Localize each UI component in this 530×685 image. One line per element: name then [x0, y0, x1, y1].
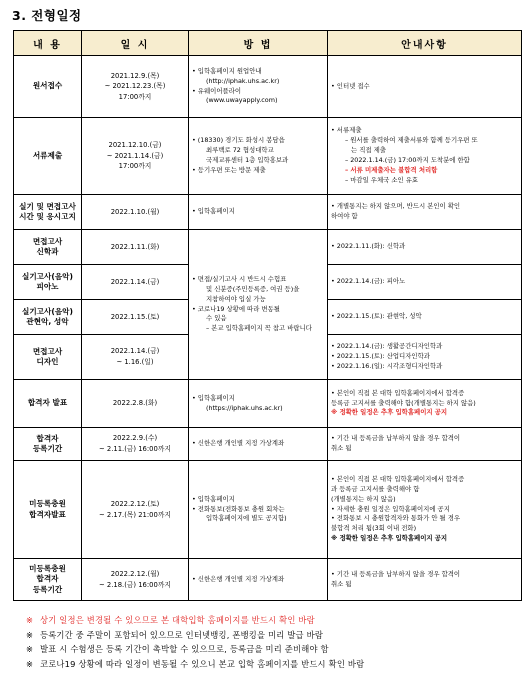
- row-guide: [328, 300, 522, 335]
- cell-line: 취소 됨: [331, 444, 352, 452]
- cell-line: 면접고사: [32, 346, 63, 356]
- note-item: [26, 628, 364, 643]
- note-item: [26, 657, 364, 672]
- row-date: [82, 380, 189, 428]
- row-guide: [328, 380, 522, 428]
- cell-line: 디자인: [36, 357, 59, 366]
- cell-line: – 서류 미제출자는 불합격 처리함: [345, 165, 438, 174]
- cell-line: • 입학홈페이지: [192, 393, 235, 402]
- row-guide: [328, 265, 522, 300]
- cell-line: • 자세한 충원 일정은 입학홈페이지에 공지: [331, 504, 450, 513]
- cell-line: 2021.12.9.(목): [110, 71, 160, 80]
- cell-line: • 2022.1.14.(금): 피아노: [331, 277, 406, 286]
- table-header-row: [14, 31, 522, 56]
- cell-line: 2022.2.12.(월): [110, 569, 160, 578]
- cell-line: – 마감일 우체국 소인 유효: [345, 175, 419, 184]
- cell-line: 서류제출: [32, 150, 63, 160]
- cell-line: – 본교 입학홈페이지 꼭 참고 바랍니다: [206, 324, 312, 333]
- row-label: [14, 118, 82, 195]
- header-content: 내 용: [14, 31, 82, 56]
- cell-line: • 본인이 직접 본 대학 입학홈페이지에서 합격증: [331, 474, 465, 483]
- cell-line: – 2022.1.14.(금) 17:00까지 도착분에 한함: [345, 156, 470, 164]
- cell-line: 합격자발표: [29, 509, 66, 519]
- table-row: [14, 559, 522, 601]
- cell-line: ~ 2021.1.14.(금): [106, 151, 164, 160]
- cell-line: 17:00까지: [118, 92, 152, 101]
- cell-line: • 본인이 직접 본 대학 입학홈페이지에서 합격증: [331, 388, 465, 397]
- row-label: [14, 461, 82, 559]
- cell-line: • 기간 내 등록금을 납부하지 않을 경우 합격이: [331, 434, 461, 443]
- row-label: [14, 559, 82, 601]
- row-method: [189, 56, 328, 118]
- cell-line: 2022.1.14.(금): [110, 347, 160, 356]
- cell-line: • 2022.1.11.(화): 신학과: [331, 242, 406, 251]
- row-date: [82, 265, 189, 300]
- cell-line: (www.uwayapply.com): [206, 96, 278, 105]
- cell-line: • 면접/실기고사 시 반드시 수험표: [192, 274, 287, 283]
- table-row: [14, 380, 522, 428]
- cell-line: 2022.2.12.(토): [110, 499, 160, 508]
- cell-line: 실기 및 면접고사: [19, 201, 76, 211]
- note-item: [26, 642, 364, 657]
- row-date: [82, 195, 189, 230]
- cell-line: • 신한은행 개인별 지정 가상계좌: [192, 574, 285, 583]
- row-guide: [328, 559, 522, 601]
- row-method: [189, 195, 328, 230]
- cell-line: – 원서를 출력하여 제출서류와 함께 등기우편 또: [345, 136, 478, 145]
- row-guide: [328, 118, 522, 195]
- row-guide: [328, 335, 522, 380]
- cell-line: • 2022.1.15.(토): 관현악, 성악: [331, 312, 422, 321]
- cell-line: (https://iphak.uhs.ac.kr): [206, 403, 283, 412]
- cell-line: ~ 2.18.(금) 16:00까지: [99, 580, 171, 589]
- header-date: 일 시: [82, 31, 189, 56]
- cell-line: 실기고사(음악): [22, 271, 73, 281]
- cell-line: 취소 됨: [331, 579, 352, 588]
- row-guide: [328, 461, 522, 559]
- cell-line: • 2022.1.15.(토): 산업디자인학과: [331, 352, 430, 361]
- note-text: 등록기간 중 주말이 포함되어 있으므로 인터넷뱅킹, 폰뱅킹을 미리 발급 바람: [40, 629, 324, 640]
- table-row: [14, 118, 522, 195]
- cell-line: 2022.2.8.(화): [112, 399, 158, 408]
- cell-line: (http://iphak.uhs.ac.kr): [206, 76, 280, 85]
- cell-line: 과 등록금 고지서를 출력해야 함: [331, 484, 420, 493]
- schedule-table: [13, 30, 522, 601]
- row-label: [14, 56, 82, 118]
- table-row: [14, 428, 522, 461]
- cell-line: ※ 정확한 일정은 추후 입학홈페이지 공지: [331, 534, 448, 543]
- row-method: [189, 559, 328, 601]
- cell-line: • 인터넷 접수: [331, 81, 370, 90]
- cell-line: 최루백로 72 협성대학교: [206, 146, 274, 155]
- row-label: [14, 380, 82, 428]
- row-guide: [328, 56, 522, 118]
- cell-line: 17:00까지: [118, 162, 152, 171]
- cell-line: 2022.2.9.(수): [112, 434, 158, 443]
- cell-line: 관현악, 성악: [26, 317, 69, 326]
- row-date: [82, 56, 189, 118]
- row-guide: [328, 230, 522, 265]
- row-method: [189, 428, 328, 461]
- cell-line: • 코로나19 상황에 따라 변동될: [192, 304, 280, 313]
- section-title: 3. 전형일정: [12, 8, 82, 23]
- header-guide: 안내사항: [328, 31, 522, 56]
- cell-line: • 유웨이어플라이: [192, 86, 242, 95]
- row-date: [82, 118, 189, 195]
- table-row: [14, 195, 522, 230]
- notes-list: [26, 613, 364, 671]
- row-date: [82, 461, 189, 559]
- cell-line: • 입학홈페이지 원업안내: [192, 66, 262, 75]
- row-label: [14, 335, 82, 380]
- cell-line: 입학홈페이지에 별도 공지함): [206, 514, 287, 523]
- row-date: [82, 230, 189, 265]
- row-label: [14, 300, 82, 335]
- cell-line: • 신한은행 개인별 지정 가상계좌: [192, 439, 285, 448]
- cell-line: 하여야 함: [331, 212, 358, 220]
- cell-line: 면접고사: [32, 236, 63, 246]
- cell-line: 피아노: [36, 282, 59, 291]
- cell-line: • 입학홈페이지: [192, 494, 235, 503]
- cell-line: 실기고사(음악): [22, 306, 73, 316]
- cell-line: 2022.1.11.(화): [110, 242, 160, 251]
- cell-line: 2022.1.14.(금): [110, 277, 160, 286]
- cell-line: (개별통지는 하지 않음): [331, 494, 396, 503]
- row-guide: [328, 428, 522, 461]
- cell-line: 2022.1.15.(토): [110, 312, 160, 321]
- cell-line: 미등록충원: [29, 564, 66, 574]
- cell-line: 불합격 처리 됨(3회 이내 전화): [331, 524, 417, 533]
- cell-line: 수 있음: [206, 314, 227, 323]
- shared-method: [189, 230, 328, 380]
- cell-line: 는 직접 제출: [351, 146, 386, 155]
- cell-line: ~ 2.11.(금) 16:00까지: [99, 445, 171, 453]
- cell-line: 합격자: [36, 574, 59, 584]
- cell-line: 시간 및 응시고지: [19, 212, 76, 221]
- row-label: [14, 230, 82, 265]
- cell-line: 원서접수: [32, 81, 63, 91]
- cell-line: • 입학홈페이지: [192, 207, 235, 216]
- note-mark: ※: [26, 644, 34, 655]
- row-date: [82, 300, 189, 335]
- cell-line: 지참하여야 입실 가능: [206, 294, 266, 303]
- cell-line: • 기간 내 등록금을 납부하지 않을 경우 합격이: [331, 569, 461, 578]
- cell-line: • 서류제출: [331, 126, 362, 135]
- table-row: [14, 230, 522, 265]
- cell-line: 등록금 고지서를 출력해야 함(개별통지는 하지 않음): [331, 398, 476, 407]
- cell-line: ※ 정확한 일정은 추후 입학홈페이지 공지: [331, 408, 448, 417]
- cell-line: • 2022.1.14.(금): 생활공간디자인학과: [331, 342, 443, 351]
- cell-line: 합격자 발표: [27, 398, 68, 408]
- cell-line: • 2022.1.16.(일): 시각조형디자인학과: [331, 361, 443, 370]
- cell-line: • 개별통지는 하지 않으며, 반드시 본인이 확인: [331, 202, 461, 211]
- row-method: [189, 461, 328, 559]
- cell-line: ~ 2.17.(목) 21:00까지: [99, 510, 171, 519]
- note-mark: ※: [26, 658, 34, 669]
- cell-line: • 전화통보(전화통보 충원 회차는: [192, 504, 285, 513]
- cell-line: 신학과: [36, 247, 59, 256]
- note-mark: ※: [26, 615, 34, 625]
- cell-line: • (18330) 경기도 화성시 봉담읍: [192, 136, 285, 145]
- cell-line: 합격자: [36, 433, 59, 443]
- note-text: 코로나19 상황에 따라 일정이 변동될 수 있으니 본교 입학 홈페이지를 반드시 확인 바람: [40, 658, 365, 669]
- row-date: [82, 428, 189, 461]
- note-mark: ※: [26, 629, 34, 640]
- header-method: 방 법: [189, 31, 328, 56]
- note-text: 발표 시 수험생은 등록 기간이 촉박할 수 있으므로, 등록금을 미리 준비해야 함: [40, 644, 329, 655]
- row-label: [14, 265, 82, 300]
- cell-line: 2021.12.10.(금): [108, 141, 162, 150]
- cell-line: ~ 2021.12.23.(목): [104, 82, 166, 91]
- cell-line: 및 신분증(주민등록증, 여권 등)을: [206, 284, 300, 293]
- cell-line: 등록기간: [32, 584, 63, 594]
- cell-line: 국제교류센터 1층 입학홍보과: [206, 156, 289, 164]
- cell-line: 미등록충원: [29, 499, 66, 509]
- cell-line: • 등기우편 또는 방문 제출: [192, 165, 266, 174]
- row-label: [14, 195, 82, 230]
- cell-line: 등록기간: [32, 444, 63, 453]
- note-text: 상기 일정은 변경될 수 있으므로 본 대학입학 홈페이지를 반드시 확인 바람: [40, 615, 315, 625]
- note-item: [26, 613, 364, 628]
- cell-line: ~ 1.16.(일): [116, 358, 154, 366]
- cell-line: • 전화통보 시 충원합격자와 통화가 안 될 경우: [331, 514, 461, 523]
- table-row: [14, 56, 522, 118]
- table-row: [14, 461, 522, 559]
- row-label: [14, 428, 82, 461]
- row-method: [189, 118, 328, 195]
- row-method: [189, 380, 328, 428]
- cell-line: 2022.1.10.(월): [110, 207, 160, 216]
- row-guide: [328, 195, 522, 230]
- row-date: [82, 335, 189, 380]
- row-date: [82, 559, 189, 601]
